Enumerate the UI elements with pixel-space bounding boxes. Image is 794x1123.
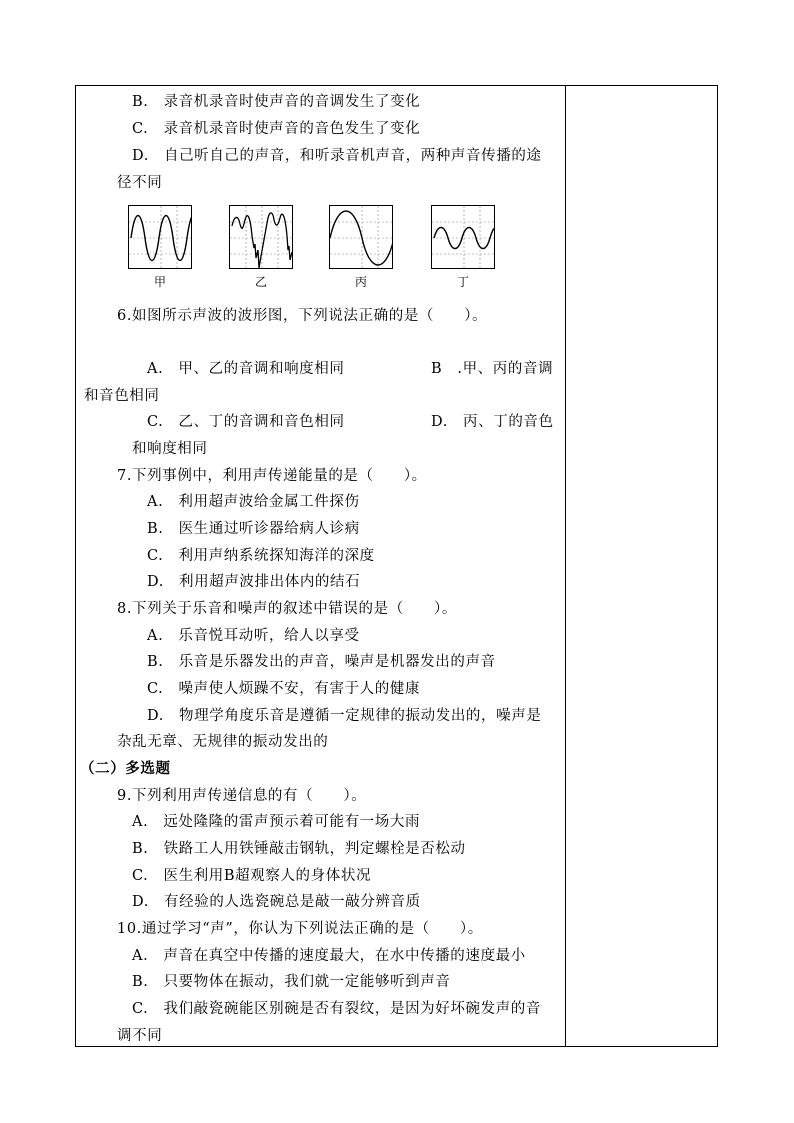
- q6-option-c: C. 乙、丁的音调和音色相同: [147, 414, 345, 430]
- q8-option-c: C. 噪声使人烦躁不安，有害于人的健康: [147, 681, 421, 697]
- waveform-label-bing: 丙: [354, 275, 367, 289]
- q9-option-a: A. 远处隆隆的雷声预示着可能有一场大雨: [132, 814, 421, 830]
- q6-stem: 6.如图所示声波的波形图，下列说法正确的是（ ）。: [117, 308, 488, 324]
- table-column-divider: [565, 85, 566, 1047]
- q5-option-d-cont: 径不同: [117, 175, 163, 191]
- waveform-label-yi: 乙: [254, 275, 267, 289]
- q7-option-a: A. 利用超声波给金属工件探伤: [147, 494, 360, 510]
- q5-option-d: D. 自己听自己的声音，和听录音机声音，两种声音传播的途: [132, 148, 542, 164]
- waveform-label-ding: 丁: [456, 275, 469, 289]
- waveform-bing: [329, 205, 393, 269]
- q7-option-c: C. 利用声纳系统探知海洋的深度: [147, 548, 375, 564]
- q6-option-d: D. 丙、丁的音色: [431, 414, 554, 430]
- waveform-ding: [431, 205, 495, 269]
- q9-option-d: D. 有经验的人选瓷碗总是敲一敲分辨音质: [132, 894, 421, 910]
- q6-option-a: A. 甲、乙的音调和响度相同: [147, 361, 345, 377]
- q10-option-a: A. 声音在真空中传播的速度最大，在水中传播的速度最小: [132, 948, 526, 964]
- q6-option-d-cont: 和响度相同: [132, 441, 208, 457]
- waveform-label-jia: 甲: [153, 275, 166, 289]
- q5-option-c: C. 录音机录音时使声音的音色发生了变化: [132, 121, 421, 137]
- q8-option-b: B. 乐音是乐器发出的声音，噪声是机器发出的声音: [147, 654, 496, 670]
- q9-option-c: C. 医生利用B超观察人的身体状况: [132, 868, 372, 884]
- q7-option-b: B. 医生通过听诊器给病人诊病: [147, 521, 360, 537]
- q7-option-d: D. 利用超声波排出体内的结石: [147, 574, 361, 590]
- q6-option-b: B .甲、丙的音调: [431, 361, 554, 377]
- q10-stem: 10.通过学习“声”，你认为下列说法正确的是（ ）。: [117, 921, 483, 937]
- q8-option-a: A. 乐音悦耳动听，给人以享受: [147, 628, 360, 644]
- q10-option-c-cont: 调不同: [117, 1028, 163, 1044]
- q5-option-b: B. 录音机录音时使声音的音调发生了变化: [132, 94, 421, 110]
- q9-option-b: B. 铁路工人用铁锤敲击钢轨，判定螺栓是否松动: [132, 841, 466, 857]
- q10-option-b: B. 只要物体在振动，我们就一定能够听到声音: [132, 974, 451, 990]
- q8-option-d: D. 物理学角度乐音是遵循一定规律的振动发出的，噪声是: [147, 708, 542, 724]
- section-heading-multiple-choice: （二）多选题: [80, 761, 171, 777]
- q9-stem: 9.下列利用声传递信息的有（ ）。: [117, 788, 367, 804]
- waveform-jia: [128, 205, 192, 269]
- q8-option-d-cont: 杂乱无章、无规律的振动发出的: [117, 734, 329, 750]
- q10-option-c: C. 我们敲瓷碗能区别碗是否有裂纹，是因为好坏碗发声的音: [132, 1001, 541, 1017]
- q6-option-b-cont: 和音色相同: [84, 388, 160, 404]
- q7-stem: 7.下列事例中，利用声传递能量的是（ ）。: [117, 468, 427, 484]
- q8-stem: 8.下列关于乐音和噪声的叙述中错误的是（ ）。: [117, 601, 457, 617]
- waveform-yi: [229, 205, 293, 269]
